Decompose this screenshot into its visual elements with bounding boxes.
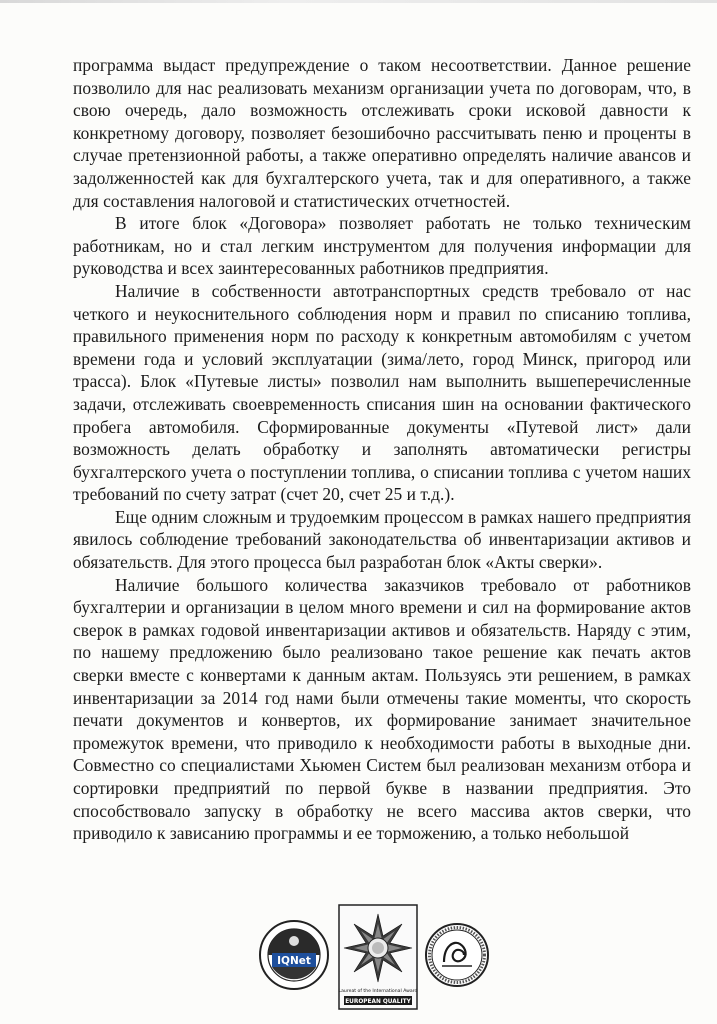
award-text-line1: Laureat of the International Award <box>338 989 418 994</box>
iqnet-logo-text: IQNet <box>277 955 311 967</box>
scan-edge <box>0 0 717 3</box>
round-quality-seal-logo <box>424 922 490 988</box>
paragraph-5: Наличие большого количества заказчиков требовало от работников бухгалтерии и организации в целом много времени и сил на формирование актов сверок в рамках годовой инвентаризации активов и обязательств. Наряду с этим, по нашему предложению было реализовано такое решение как печать актов сверки вместе с конвертами к данным актам. Пользуясь эти решением, в рамках инвентаризации за 2014 год нами были отмечены такие моменты, что скорость печати документов и конвертов, их формирование занимает значительное промежуток времени, что приводило к необходимости работы в выходные дни. Совместно со специалистами Хьюмен Систем был реализован механизм отбора и сортировки предприятий по первой букве в названии предприятия. Это способствовало запуску в обработку не всего массива актов сверки, что приводило к зависанию программы и ее торможению, а только небольшой <box>73 574 691 844</box>
document-body <box>73 54 691 845</box>
european-quality-award-logo <box>338 904 418 1010</box>
paragraph-2: В итоге блок «Договора» позволяет работать не только техническим работникам, но и стал легким инструментом для получения информации для руководства и всех заинтересованных работников предприятия. <box>73 213 691 279</box>
paragraph-3: Наличие в собственности автотранспортных средств требовало от нас четкого и неукоснительного соблюдения норм и правил по списанию топлива, правильного применения норм по расходу к конкретным автомобилям с учетом времени года и условий эксплуатации (зима/лето, город Минск, пригород или трасса). Блок «Путевые листы» позволил нам выполнить вышеперечисленные задачи, отслеживать своевременность списания шин на основании фактического пробега автомобиля. Сформированные документы «Путевой лист» дали возможность делать обработку и заполнять автоматически регистры бухгалтерского учета о поступлении топлива, о списании топлива с учетом наших требований по счету затрат (счет 20, счет 25 и т.д.). <box>73 280 691 505</box>
iqnet-certification-logo <box>258 919 330 991</box>
paragraph-1: программа выдаст предупреждение о таком несоответствии. Данное решение позволило для нас реализовать механизм организации учета по договорам, что, в свою очередь, дало возможность отслеживать сроки исковой давности к конкретному договору, позволяет безошибочно рассчитывать пеню и проценты в случае претензионной работы, а также оперативно определять наличие авансов и задолженностей как для бухгалтерского учета, так и для оперативного, а также для составления налоговой и статистических отчетностей. <box>73 55 691 211</box>
certification-logos <box>250 904 490 1016</box>
paragraph-4: Еще одним сложным и трудоемким процессом в рамках нашего предприятия явилось соблюдение требований законодательства об инвентаризации активов и обязательств. Для этого процесса был разработан блок «Акты сверки». <box>73 506 691 573</box>
award-text-line2: EUROPEAN QUALITY <box>345 999 411 1005</box>
